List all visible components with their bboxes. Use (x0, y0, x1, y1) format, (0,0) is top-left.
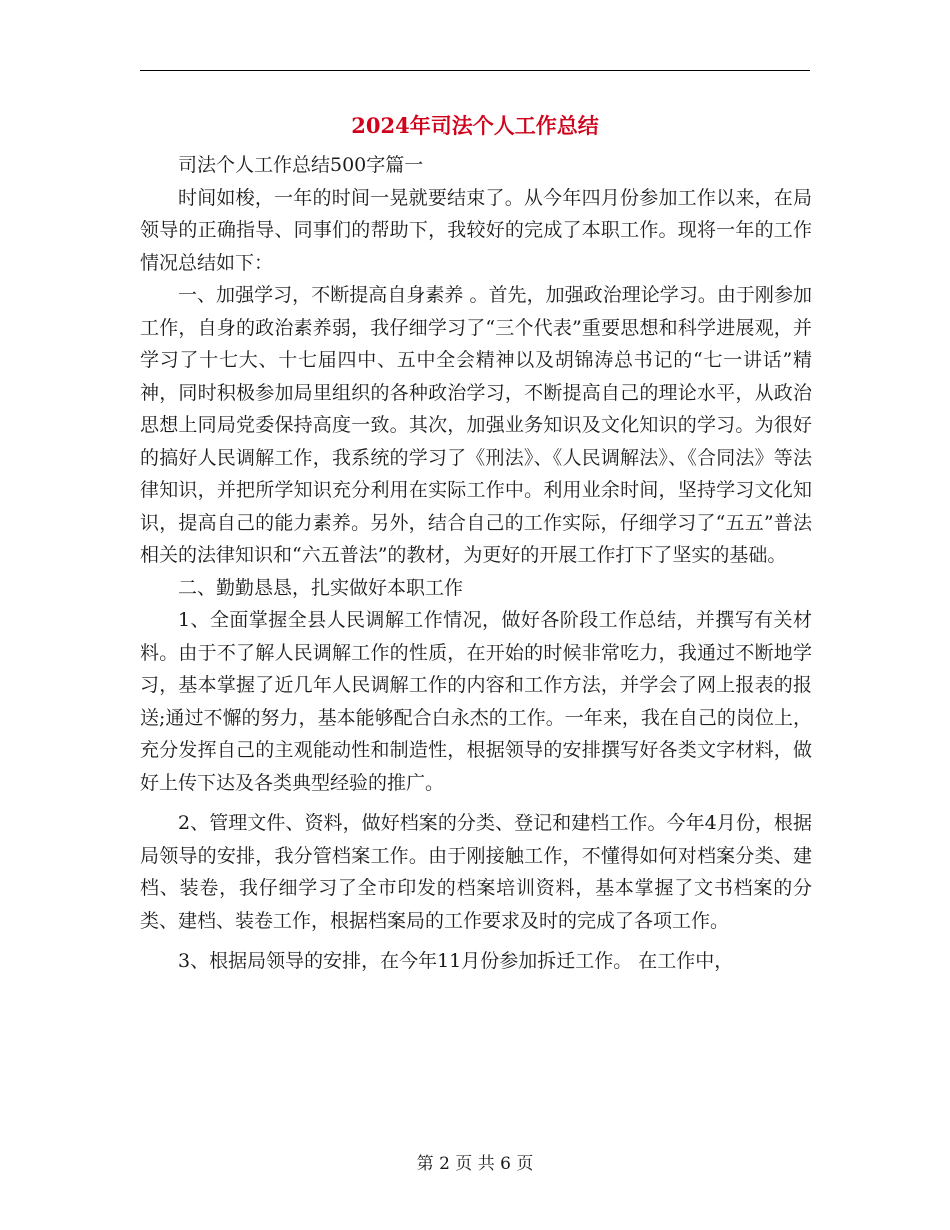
document-title: 2024年司法个人工作总结 (351, 113, 599, 138)
section-heading: 司法个人工作总结500字篇一 (178, 154, 424, 176)
paragraph-item-1: 1、全面掌握全县人民调解工作情况，做好各阶段工作总结，并撰写有关材料。由于不了解人民调解工作的性质，在开始的时候非常吃力，我通过不断地学习，基本掌握了近几年人民调解工作的内容和工作方法，并学会了网上报表的报送;通过不懈的努力，基本能够配合白永杰的工作。一年来，我在自己的岗位上，充分发挥自己的主观能动性和制造性，根据领导的安排撰写好各类文字材料，做好上传下达及各类典型经验的推广。 (140, 609, 812, 794)
paragraph-intro: 时间如梭，一年的时间一晃就要结束了。从今年四月份参加工作以来，在局领导的正确指导、同事们的帮助下，我较好的完成了本职工作。现将一年的工作情况总结如下： (140, 186, 812, 274)
paragraph-item-2: 2、管理文件、资料，做好档案的分类、登记和建档工作。今年4月份，根据局领导的安排，我分管档案工作。由于刚接触工作，不懂得如何对档案分类、建档、装卷，我仔细学习了全市印发的档案培训资料，基本掌握了文书档案的分类、建档、装卷工作，根据档案局的工作要求及时的完成了各项工作。 (140, 812, 812, 932)
paragraph-item-3: 3、根据局领导的安排，在今年11月份参加拆迁工作。 在工作中， (178, 950, 734, 972)
document-body (140, 149, 812, 978)
header-rule (140, 70, 810, 71)
paragraph-study: 一、加强学习，不断提高自身素养 。首先，加强政治理论学习。由于刚参加工作，自身的政治素养弱，我仔细学习了“三个代表”重要思想和科学进展观，并学习了十七大、十七届四中、五中全会精神以及胡锦涛总书记的“七一讲话”精神，同时积极参加局里组织的各种政治学习，不断提高自己的理论水平，从政治思想上同局党委保持高度一致。其次，加强业务知识及文化知识的学习。为很好的搞好人民调解工作，我系统的学习了《刑法》、《人民调解法》、《合同法》等法律知识，并把所学知识充分利用在实际工作中。利用业余时间，坚持学习文化知识，提高自己的能力素养。另外，结合自己的工作实际，仔细学习了“五五”普法相关的法律知识和“六五普法”的教材，为更好的开展工作打下了坚实的基础。 (140, 284, 812, 566)
page-footer: 第 2 页 共 6 页 (416, 1154, 534, 1174)
subheading-work: 二、勤勤恳恳，扎实做好本职工作 (178, 576, 464, 599)
